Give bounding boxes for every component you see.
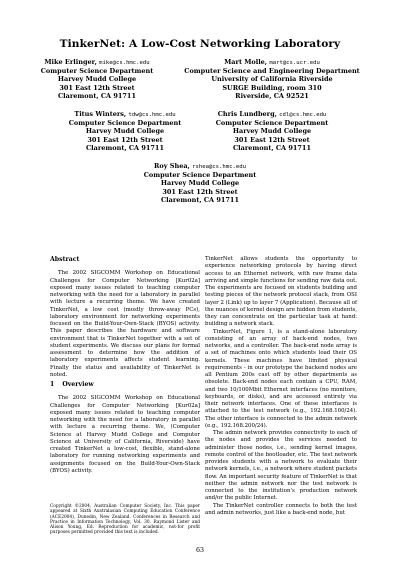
author-block bbox=[22, 58, 172, 100]
section-title: Overview bbox=[62, 381, 94, 388]
author-name: Roy Shea, rshea@cs.hmc.edu bbox=[154, 162, 246, 170]
affiliation-line: Computer Science and Engineering Department bbox=[184, 67, 360, 76]
abstract-text: The 2002 SIGCOMM Workshop on Educational Challenges for Computer Networking [Kur02a] exposed many issues related to teaching computer networking with the need for a laboratory in parallel with lecture a recurring theme. We have created TinkerNet, a low cost (mostly throw-away PCs), laboratory environment for networking experiments focused on the Build-Your-Own-Stack (BYOS) activity. This paper describes the hardware and software environment that is TinkerNet together with a set of student experiments. We discuss our plans for formal assessment to determine how the addition of laboratory experiments affects student learning. Finally the status and availability of TinkerNet is noted. bbox=[50, 270, 200, 378]
abstract-heading: Abstract bbox=[50, 256, 80, 263]
affiliation-line: Computer Science Department bbox=[143, 171, 257, 180]
author-block bbox=[172, 58, 372, 100]
author-name: Mike Erlinger, mike@cs.hmc.edu bbox=[44, 58, 150, 66]
body-paragraph: The admin network provides connectivity to each of the nodes and provides the services needed to administer those nodes, i.e., sending kernel images, remote control of the bootloader, etc. The test network provides students with a network to evaluate their network kernels, i.e., a network where student packets flow. An important security feature of TinkerNet is that neither the admin network nor the test network is connected to the institution's production network and/or the public Internet. bbox=[205, 430, 357, 502]
author-block bbox=[202, 110, 342, 152]
overview-text: The 2002 SIGCOMM Workshop on Educational Challenges for Computer Networking [Kur02a] exposed many issues related to teaching computer networking with the need for a laboratory in parallel with lecture a recurring theme. We, (Computer Science at Harvey Mudd College and Computer Science at University of California, Riverside) have created TinkerNet a low-cost, flexible, stand-alone laboratory for running networking experiments and assignments focused on the Build-Your-Own-Stack (BYOS) activity. bbox=[50, 395, 200, 474]
author-email: mike@cs.hmc.edu bbox=[99, 60, 150, 66]
affiliation-line: Claremont, CA 91711 bbox=[233, 143, 311, 152]
overview-section bbox=[50, 381, 200, 475]
affiliation-line: Computer Science Department bbox=[215, 119, 329, 128]
affiliation-line: 301 East 12th Street bbox=[234, 135, 310, 144]
affiliation-line: 301 East 12th Street bbox=[87, 135, 163, 144]
affiliation-line: Claremont, CA 91711 bbox=[58, 91, 136, 100]
affiliation-line: 301 East 12th Street bbox=[59, 83, 135, 92]
paper-title: TinkerNet: A Low-Cost Networking Laboratory bbox=[59, 38, 341, 50]
copyright-notice: Copyright ©2004, Australian Computer Society, Inc. This paper appeared at Sixth Australasian Computing Education Conference (ACE2004), Dunedin, New Zealand. Conferences in Research and Practice in Information Technology, Vol. 30. Raymond Lister and Alison Young, Ed. Reproduction for academic, not-for profit purposes permitted provided this text is included. bbox=[50, 504, 200, 536]
affiliation-line: Harvey Mudd College bbox=[232, 127, 312, 136]
affiliation-line: Claremont, CA 91711 bbox=[86, 143, 164, 152]
affiliation-line: Claremont, CA 91711 bbox=[161, 195, 239, 204]
author-name: Chris Lundberg, cdl@cs.hmc.edu bbox=[217, 110, 327, 118]
body-paragraph: TinkerNet allows students the opportunity to experience networking protocols by having direct access to an Ethernet network, with raw frame data arriving and simple functions for sending raw data out. The experiments are focused on students building and testing pieces of the network protocol stack, from OSI layer 2 (Link) up to layer 7 (Application). Because all of the nuances of kernel design are hidden from students, they can concentrate on the particular task at hand: building a network stack. bbox=[205, 256, 357, 328]
affiliation-line: University of California Riverside bbox=[211, 75, 333, 84]
affiliation-line: Riverside, CA 92521 bbox=[235, 91, 309, 100]
affiliation-line: Harvey Mudd College bbox=[160, 179, 240, 188]
section-number: 1 bbox=[50, 381, 55, 388]
author-block bbox=[130, 162, 270, 204]
author-email: cdl@cs.hmc.edu bbox=[279, 112, 327, 118]
affiliation-line: Computer Science Department bbox=[68, 119, 182, 128]
right-column bbox=[205, 256, 357, 517]
author-email: mart@cs.ucr.edu bbox=[269, 60, 320, 66]
affiliation-line: Harvey Mudd College bbox=[57, 75, 137, 84]
affiliation-line: Computer Science Department bbox=[40, 67, 154, 76]
section-heading bbox=[50, 381, 200, 388]
author-email: rshea@cs.hmc.edu bbox=[192, 164, 246, 170]
affiliation-line: Harvey Mudd College bbox=[85, 127, 165, 136]
affiliation-line: 301 East 12th Street bbox=[162, 187, 238, 196]
affiliation-line: SURGE Building, room 310 bbox=[222, 83, 322, 92]
author-name: Mart Molle, mart@cs.ucr.edu bbox=[224, 58, 320, 66]
author-name: Titus Winters, tdw@cs.hmc.edu bbox=[74, 110, 176, 118]
left-column bbox=[50, 256, 200, 379]
body-paragraph: TinkerNet, Figure 1, is a stand-alone laboratory consisting of an array of back-end nodes, two networks, and a controller. The back-end node array is a set of machines onto which students load their OS kernels. These machines have limited physical requirements - in our prototype the backend nodes are all Pentium 200s cast off by other departments as obsolete. Back-end nodes each contain a CPU, RAM, and two 10/100Mbit Ethernet interfaces (no monitors, keyboards, or disks), and are accessed entirely via their network interfaces. One of these interfaces is attached to the test network (e.g., 192.168.100/24). The other interface is connected to the admin network (e.g., 192.168.200/24). bbox=[205, 328, 357, 429]
author-block bbox=[55, 110, 195, 152]
author-email: tdw@cs.hmc.edu bbox=[128, 112, 176, 118]
page-number: 63 bbox=[195, 547, 204, 554]
body-paragraph: The TinkerNet controller connects to both the test and admin networks, just like a back-end node, but bbox=[205, 502, 357, 516]
